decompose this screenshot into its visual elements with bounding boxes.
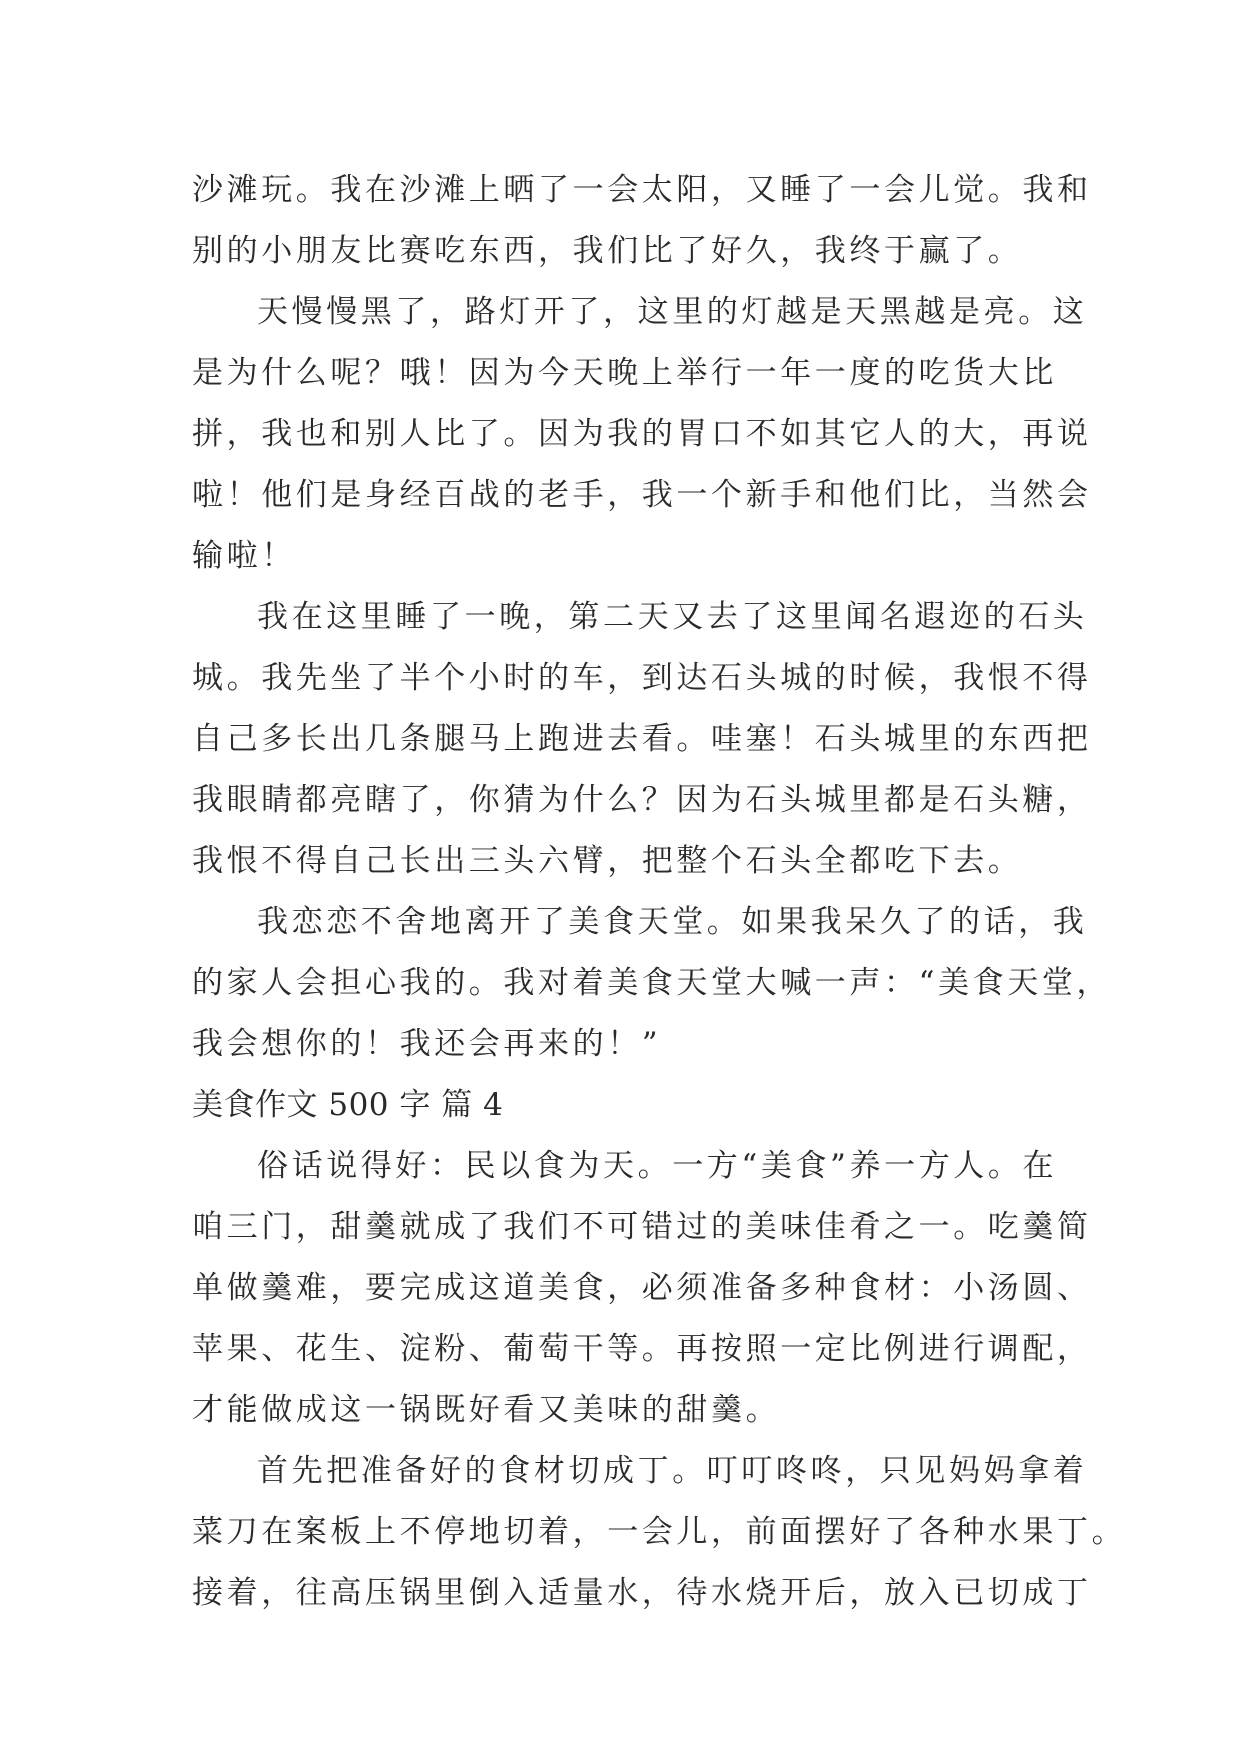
text-line: 我眼睛都亮瞎了，你猜为什么？因为石头城里都是石头糖， (192, 782, 1092, 818)
text-line: 拼，我也和别人比了。因为我的胃口不如其它人的大，再说 (192, 416, 1092, 452)
text-line: 首先把准备好的食材切成丁。叮叮咚咚，只见妈妈拿着 (257, 1453, 1088, 1489)
text-line: 自己多长出几条腿马上跑进去看。哇塞！石头城里的东西把 (192, 721, 1092, 757)
text-line: 城。我先坐了半个小时的车，到达石头城的时候，我恨不得 (192, 660, 1092, 696)
text-line: 啦！他们是身经百战的老手，我一个新手和他们比，当然会 (192, 477, 1092, 513)
text-line: 苹果、花生、淀粉、葡萄干等。再按照一定比例进行调配， (192, 1331, 1092, 1367)
text-line: 别的小朋友比赛吃东西，我们比了好久，我终于赢了。 (192, 233, 1023, 269)
text-line: 我会想你的！我还会再来的！” (192, 1026, 662, 1062)
text-line: 输啦！ (192, 538, 296, 574)
text-line: 天慢慢黑了，路灯开了，这里的灯越是天黑越是亮。这 (257, 294, 1088, 330)
text-line: 我恋恋不舍地离开了美食天堂。如果我呆久了的话，我 (257, 904, 1088, 940)
section-heading: 美食作文 500 字 篇 4 (192, 1087, 504, 1123)
text-line: 的家人会担心我的。我对着美食天堂大喊一声：“美食天堂， (192, 965, 1112, 1001)
text-line: 咱三门，甜羹就成了我们不可错过的美味佳肴之一。吃羹简 (192, 1209, 1092, 1245)
text-line: 俗话说得好：民以食为天。一方“美食”养一方人。在 (257, 1148, 1058, 1184)
text-line: 是为什么呢？哦！因为今天晚上举行一年一度的吃货大比 (192, 355, 1057, 391)
text-line: 接着，往高压锅里倒入适量水，待水烧开后，放入已切成丁 (192, 1575, 1092, 1611)
text-line: 才能做成这一锅既好看又美味的甜羹。 (192, 1392, 781, 1428)
text-line: 单做羹难，要完成这道美食，必须准备多种食材：小汤圆、 (192, 1270, 1092, 1306)
document-body (192, 160, 1127, 1624)
text-line: 我恨不得自己长出三头六臂，把整个石头全都吃下去。 (192, 843, 1023, 879)
text-line: 沙滩玩。我在沙滩上晒了一会太阳，又睡了一会儿觉。我和 (192, 172, 1092, 208)
text-line: 菜刀在案板上不停地切着，一会儿，前面摆好了各种水果丁。 (192, 1514, 1127, 1550)
text-line: 我在这里睡了一晚，第二天又去了这里闻名遐迩的石头 (257, 599, 1088, 635)
